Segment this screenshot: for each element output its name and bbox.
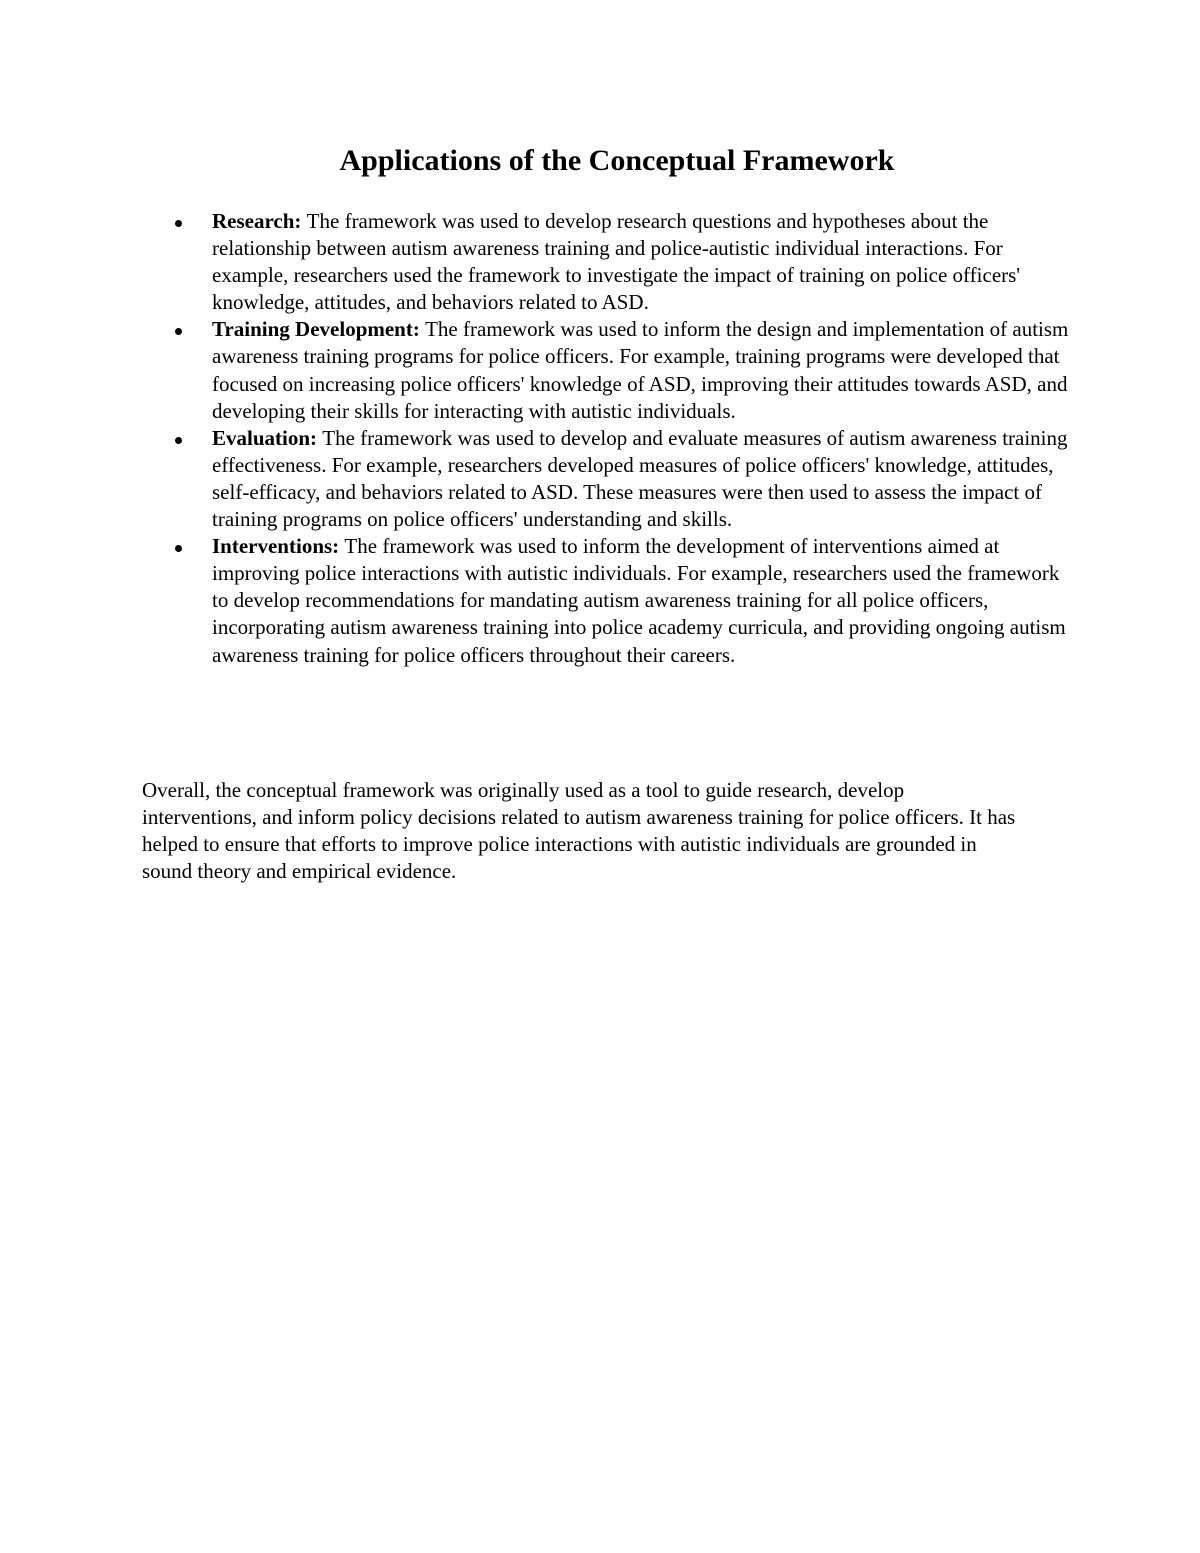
bullet-term: Training Development: xyxy=(212,317,426,342)
document-title: Applications of the Conceptual Framework xyxy=(339,144,895,177)
bullet-icon xyxy=(175,545,182,552)
bullet-term: Research: xyxy=(212,209,307,233)
applications-list xyxy=(212,208,1072,669)
bullet-text: The framework was used to develop and evaluate measures of autism awareness training effectiveness. For example, researchers developed measures of police officers' knowledge, attitudes, self-efficacy, and behaviors related to ASD. These measures were then used to assess the impact of training programs on police officers' understanding and skills. xyxy=(212,425,1068,532)
bullet-icon xyxy=(175,328,182,335)
bullet-icon xyxy=(175,220,182,227)
bullet-term: Evaluation: xyxy=(212,425,323,450)
bullet-term: Interventions: xyxy=(212,534,345,559)
list-item-research xyxy=(212,208,1072,316)
bullet-text: The framework was used to develop research questions and hypotheses about the relationship between autism awareness training and police-autistic individual interactions. For example, researchers used the framework to investigate the impact of training on police officers' knowledge, attitudes, and behaviors related to ASD. xyxy=(212,209,1021,315)
list-item-training-development xyxy=(212,316,1072,424)
list-item-interventions xyxy=(212,533,1072,668)
list-item-evaluation xyxy=(212,425,1072,533)
bullet-text: The framework was used to inform the development of interventions aimed at improving police interactions with autistic individuals. For example, researchers used the framework to develop recommendations for mandating autism awareness training for all police officers, incorporating autism awareness training into police academy curricula, and providing ongoing autism awareness training for police officers throughout their careers. xyxy=(212,534,1066,667)
bullet-text: The framework was used to inform the design and implementation of autism awareness training programs for police officers. For example, training programs were developed that focused on increasing police officers' knowledge of ASD, improving their attitudes towards ASD, and developing their skills for interacting with autistic individuals. xyxy=(212,317,1069,423)
summary-paragraph: Overall, the conceptual framework was originally used as a tool to guide research, develop interventions, and inform policy decisions related to autism awareness training for police officers. It has helped to ensure that efforts to improve police interactions with autistic individuals are grounded in sound theory and empirical evidence. xyxy=(142,778,1016,884)
bullet-icon xyxy=(175,437,182,444)
